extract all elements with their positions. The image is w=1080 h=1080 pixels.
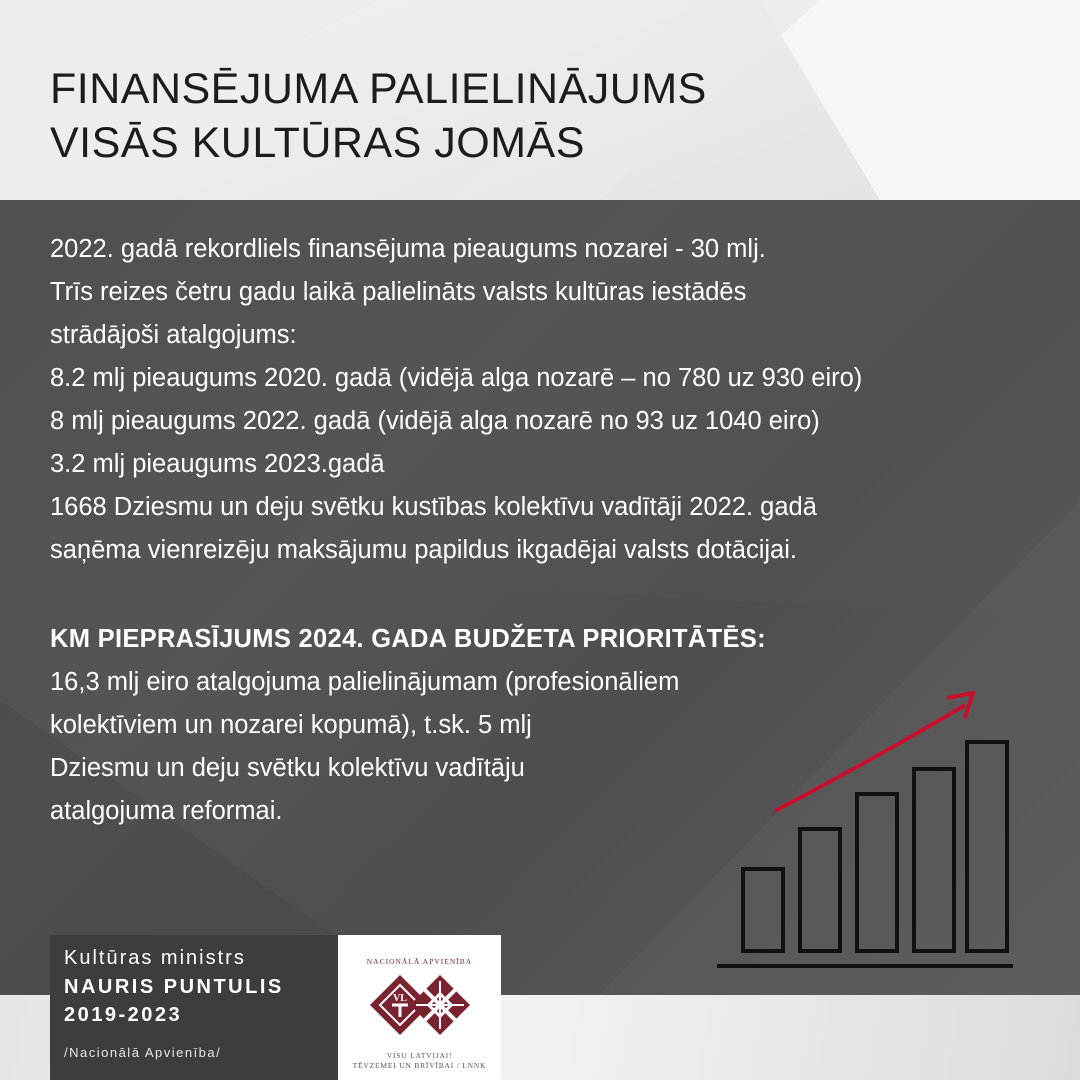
intro-text	[50, 228, 1050, 572]
emblem-text: VL	[393, 993, 407, 1004]
minister-role: Kultūras ministrs	[64, 947, 246, 969]
minister-party: /Nacionālā Apvienība/	[64, 1045, 222, 1060]
logo-bottom-text-2: TĒVZEMEI UN BRĪVĪBAI / LNNK	[352, 1061, 487, 1070]
logo-top-text: NACIONĀLĀ APVIENĪBA	[366, 957, 473, 966]
page-title-line-2: VISĀS KULTŪRAS JOMĀS	[50, 119, 585, 167]
priority-line: Dziesmu un deju svētku kolektīvu vadītāju	[50, 754, 525, 782]
chart-bar-3	[857, 794, 897, 951]
priority-line: 16,3 mlj eiro atalgojuma palielinājumam (profesionāliem	[50, 668, 680, 696]
intro-line: 8 mlj pieaugums 2022. gadā (vidējā alga nozarē no 93 uz 1040 eiro)	[50, 407, 820, 435]
intro-line: 2022. gadā rekordliels finansējuma pieaugums nozarei - 30 mlj.	[50, 235, 766, 263]
priority-line: kolektīviem un nozarei kopumā), t.sk. 5 mlj	[50, 711, 532, 739]
minister-term: 2019-2023	[64, 1004, 183, 1026]
intro-line: 8.2 mlj pieaugums 2020. gadā (vidējā alga nozarē – no 780 uz 930 eiro)	[50, 364, 863, 392]
chart-bar-2	[800, 829, 840, 951]
priorities-text	[50, 661, 679, 833]
priorities-heading: KM PIEPRASĪJUMS 2024. GADA BUDŽETA PRIORITĀTĒS:	[50, 625, 766, 653]
logo-bottom-text-1: VISU LATVIJAI!	[386, 1051, 453, 1060]
page-title-line-1: FINANSĒJUMA PALIELINĀJUMS	[50, 65, 707, 113]
intro-line: strādājoši atalgojums:	[50, 321, 297, 349]
intro-line: Trīs reizes četru gadu laikā palielināts valsts kultūras iestādēs	[50, 278, 747, 306]
chart-bar-4	[914, 769, 954, 951]
intro-line: saņēma vienreizēju maksājumu papildus ikgadējai valsts dotācijai.	[50, 536, 797, 564]
party-logo	[338, 935, 501, 1080]
bar-chart-growth-icon	[715, 683, 1015, 973]
party-emblem-icon	[366, 971, 476, 1047]
chart-bar-1	[743, 869, 783, 951]
minister-card	[50, 935, 338, 1080]
minister-name: NAURIS PUNTULIS	[64, 976, 284, 998]
priority-line: atalgojuma reformai.	[50, 797, 283, 825]
page-title	[50, 62, 707, 170]
intro-line: 3.2 mlj pieaugums 2023.gadā	[50, 450, 385, 478]
chart-bar-5	[967, 742, 1007, 951]
intro-line: 1668 Dziesmu un deju svētku kustības kolektīvu vadītāji 2022. gadā	[50, 493, 817, 521]
